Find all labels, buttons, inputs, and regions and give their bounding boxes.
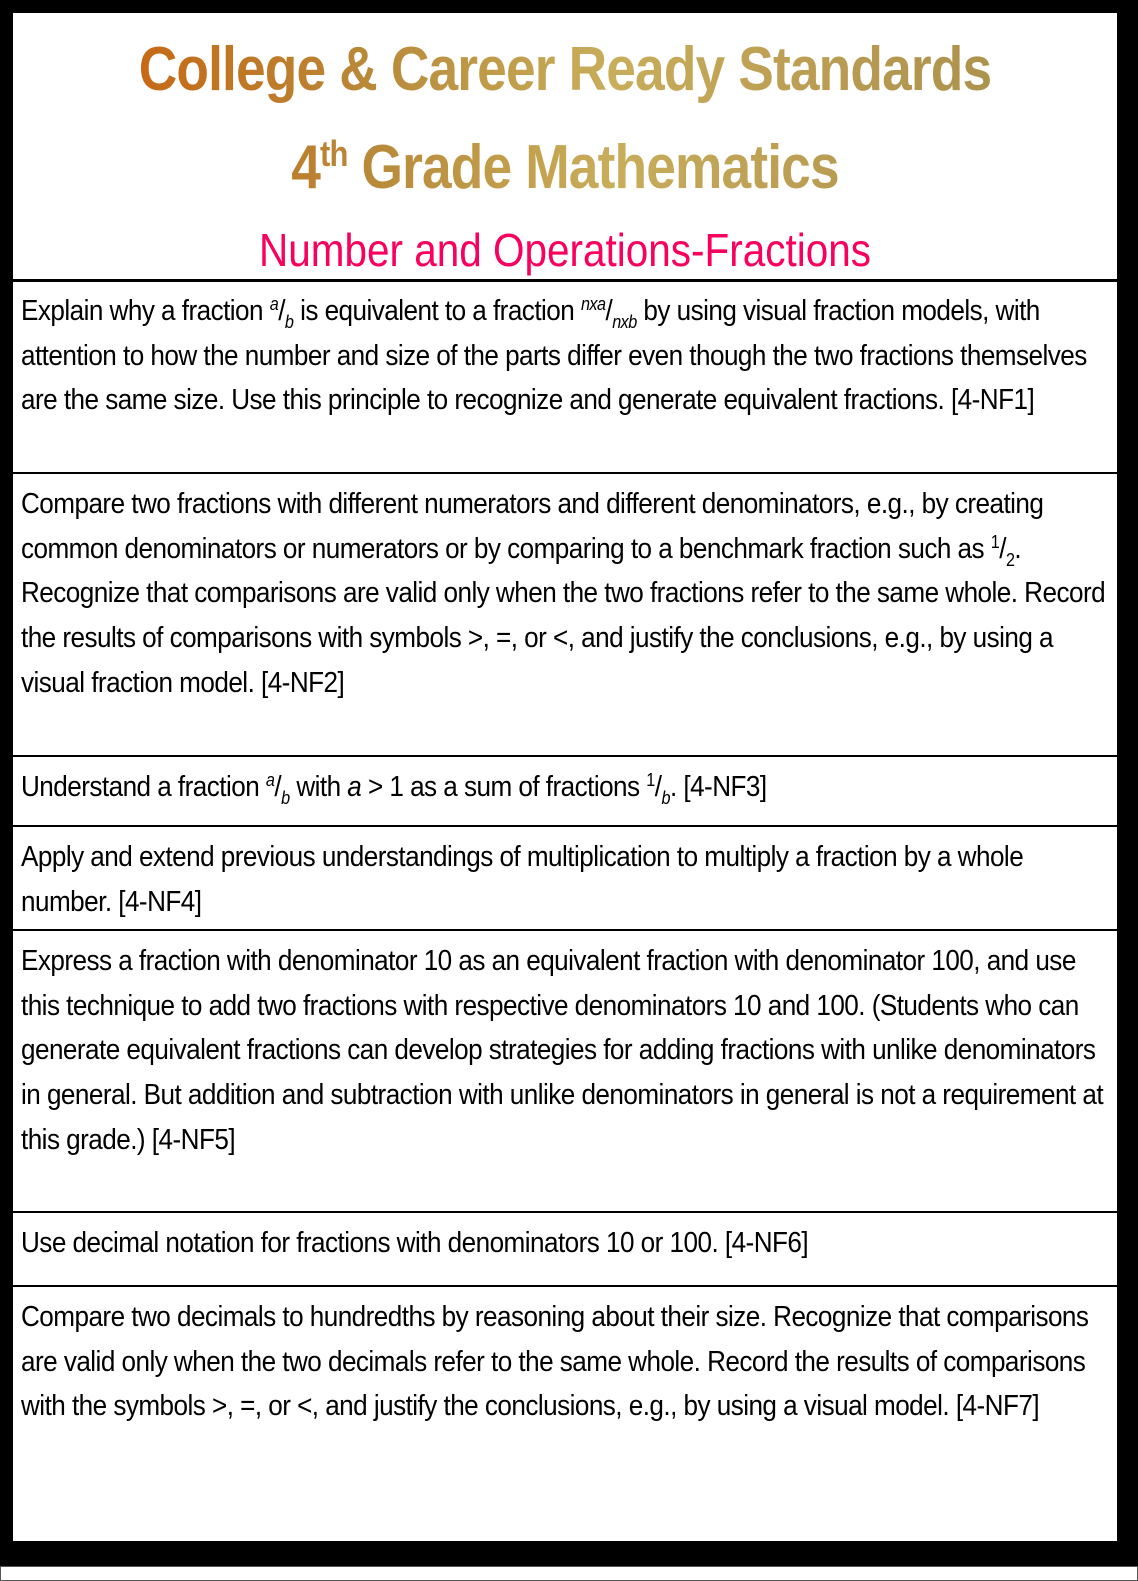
numerator: a [265,770,275,790]
standard-text [21,289,1108,423]
numerator: 1 [646,770,655,790]
denominator: b [661,788,670,808]
denominator: b [284,312,294,332]
text-segment: by using visual fraction models, with attention to how the number and size of the parts differ even though the two fractions themselves are the same size. Use this principle to recognize and generate equivalent fractions. [4-NF1] [21,295,1087,417]
standard-nf3 [13,757,1117,827]
text-segment: Understand a fraction [21,771,266,803]
standard-text: Compare two decimals to hundredths by reasoning about their size. Recognize that comparisons are valid only when the two decimals refer to the same whole. Record the results of comparisons with the symbols >, =, or <, and justify the conclusions, e.g., by using a visual model. [4-NF7] [21,1301,1089,1423]
denominator: nxb [612,312,637,332]
text-segment: > 1 as a sum of fractions [361,771,647,803]
numerator: a [269,294,279,314]
fraction-slash: / [605,295,613,327]
grade-ordinal: th [320,133,348,174]
header [13,13,1117,282]
standard-nf5 [13,931,1117,1213]
standards-sheet [13,13,1117,1541]
standard-text: Apply and extend previous understandings of multiplication to multiply a fraction by a whole number. [4-NF4] [21,841,1024,918]
fraction-one-half [990,531,1015,570]
text-segment: with [289,771,348,803]
text-segment: . [4-NF3] [669,771,767,803]
standard-nf7 [13,1287,1117,1541]
fraction-a-over-b [269,294,294,332]
denominator: 2 [1005,549,1015,570]
bottom-margin-strip [0,1566,1138,1581]
standard-nf2 [13,474,1117,757]
title-line-1: College & Career Ready Standards [90,35,1039,105]
text-segment: Compare two fractions with different numerators and different denominators, e.g., by creating common denominators or numerators or by comparing to a benchmark fraction such as [21,488,1044,565]
fraction-nxa-over-nxb [580,294,637,332]
standard-text: Use decimal notation for fractions with denominators 10 or 100. [4-NF6] [21,1227,809,1259]
numerator: nxa [580,294,606,314]
title-line-2 [90,133,1039,203]
fraction-a-over-b [265,770,290,808]
fraction-slash: / [278,295,285,327]
text-segment: is equivalent to a fraction [293,295,581,327]
fraction-slash: / [999,532,1006,565]
fraction-one-over-b [646,770,670,808]
denominator: b [281,788,290,808]
standard-nf4 [13,827,1117,931]
variable-a: a [347,771,362,803]
domain-subtitle: Number and Operations-Fractions [259,224,871,276]
standard-text: Express a fraction with denominator 10 as an equivalent fraction with denominator 100, and use this technique to add two fractions with respective denominators 10 and 100. (Students who can generate equivalent fractions can develop strategies for adding fractions with unlike denominators in general. But addition and subtraction with unlike denominators in general is not a requirement at this grade.) [4-NF5] [21,945,1104,1156]
standard-text [21,482,1108,706]
fraction-slash: / [274,771,282,803]
standard-text [21,765,1108,810]
numerator: 1 [990,531,1000,552]
text-segment: . Recognize that comparisons are valid only when the two fractions refer to the same whole. Record the results of comparisons with symbols >, =, or <, and justify the conclusions, e.g., by using a visual fraction model. [4-NF2] [21,532,1106,699]
grade-number: 4 [291,133,321,202]
fraction-slash: / [654,771,662,803]
standard-nf1 [13,281,1117,474]
standard-nf6 [13,1213,1117,1287]
text-segment: Explain why a fraction [21,295,270,327]
grade-subject: Grade Mathematics [347,133,839,202]
